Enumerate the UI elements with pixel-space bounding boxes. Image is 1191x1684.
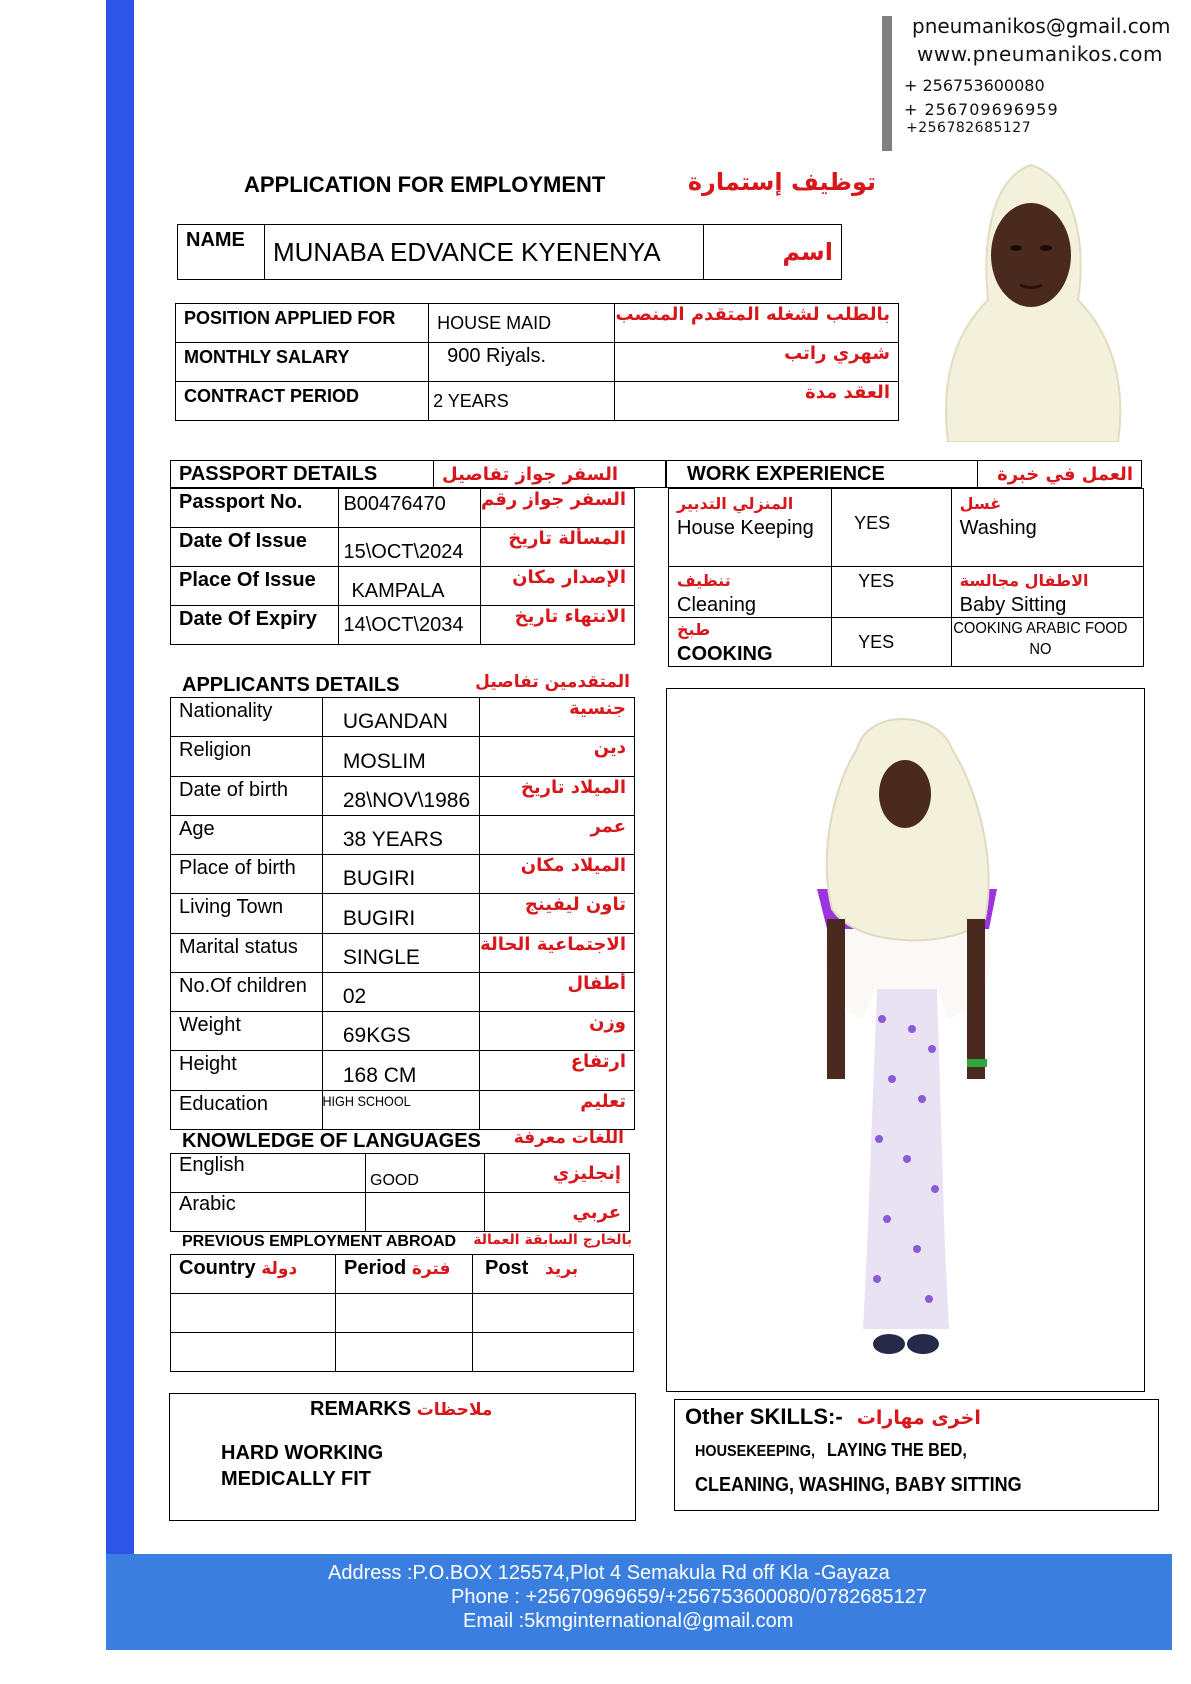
remarks-label: REMARKS: [310, 1398, 412, 1420]
applicant-field-label: Weight: [171, 1012, 323, 1051]
passport-header-table: [170, 460, 666, 488]
applicant-field-label-ar: وزن: [589, 1012, 626, 1034]
expiry-date-value: 14\OCT\2034: [339, 606, 481, 645]
applicant-field-label-ar: تاون ليفينج: [524, 894, 626, 916]
work-cleaning-yes: YES: [832, 567, 952, 618]
applicant-field-label: Age: [171, 815, 323, 854]
work-header-ar: العمل في خبرة: [997, 463, 1133, 485]
applicant-field-value: BUGIRI: [322, 894, 479, 933]
applicant-row: [171, 815, 635, 854]
left-accent-bar: [106, 0, 134, 1560]
expiry-date-label: Date Of Expiry: [171, 606, 339, 645]
work-arabic-food-cell: [951, 618, 1128, 667]
issue-date-label: Date Of Issue: [171, 528, 339, 567]
applicant-row: [171, 894, 635, 933]
name-label-ar: اسم: [782, 238, 833, 266]
previous-country-label-ar: دولة: [261, 1259, 298, 1279]
work-cooking-yes: YES: [832, 618, 952, 667]
issue-place-value: KAMPALA: [339, 567, 481, 606]
work-arabic-food-answer: NO: [1029, 641, 1052, 658]
previous-post-cell: [473, 1255, 634, 1294]
name-label: NAME: [178, 225, 265, 280]
applicant-field-label-ar: ارتفاع: [570, 1051, 626, 1073]
footer-email[interactable]: Email :5kmginternational@gmail.com: [463, 1610, 794, 1632]
full-body-photo: [667, 689, 1144, 1391]
work-experience-table: [668, 488, 1144, 667]
skill-laying-bed: LAYING THE BED,: [827, 1440, 967, 1460]
salary-label-ar: شهري راتب: [784, 343, 890, 364]
applicant-field-label: Place of birth: [171, 855, 323, 894]
applicant-header-ar: المتقدمين تفاصيل: [475, 672, 630, 692]
name-table: [177, 224, 842, 280]
languages-header-ar: اللغات معرفة: [513, 1128, 624, 1148]
work-header: WORK EXPERIENCE: [667, 461, 978, 488]
previous-header-ar: بالخارج السابقة العمالة: [473, 1232, 632, 1248]
previous-country-label: Country: [179, 1257, 256, 1279]
work-washing-ar: غسل: [959, 494, 1002, 513]
contact-email[interactable]: pneumanikos@gmail.com: [912, 14, 1171, 38]
previous-row-empty: [171, 1294, 634, 1333]
applicant-field-value: UGANDAN: [322, 698, 479, 737]
applicant-field-label: Height: [171, 1051, 323, 1090]
lang-arabic-label: Arabic: [171, 1193, 366, 1232]
work-cooking-ar: طبخ: [677, 620, 711, 639]
applicant-field-label-ar: عمر: [590, 815, 626, 837]
applicant-field-value: 28\NOV\1986: [322, 776, 479, 815]
previous-period-label-ar: فترة: [411, 1259, 451, 1279]
issue-place-label: Place Of Issue: [171, 567, 339, 606]
work-housekeeping-ar: المنزلي التدبير: [677, 494, 794, 513]
work-housekeeping: House Keeping: [677, 517, 814, 539]
passport-header: PASSPORT DETAILS: [171, 461, 434, 488]
form-title: APPLICATION FOR EMPLOYMENT: [244, 172, 606, 197]
applicant-portrait-photo: [928, 160, 1134, 442]
issue-date-label-ar: المسألة تاريخ: [508, 528, 626, 549]
remarks-label-ar: ملاحظات: [416, 1400, 493, 1420]
previous-period-label: Period: [344, 1257, 407, 1279]
applicant-field-value: 38 YEARS: [322, 815, 479, 854]
lang-arabic-value: [366, 1193, 485, 1232]
remarks-line-2: MEDICALLY FIT: [221, 1468, 372, 1490]
skills-line-2: CLEANING, WASHING, BABY SITTING: [695, 1474, 1022, 1496]
applicant-field-label-ar: الاجتماعية الحالة: [480, 933, 626, 955]
applicant-row: [171, 1012, 635, 1051]
applicant-row: [171, 1051, 635, 1090]
lang-english-label-ar: إنجليزي: [552, 1162, 621, 1184]
previous-header: PREVIOUS EMPLOYMENT ABROAD: [182, 1233, 457, 1250]
work-cooking: COOKING: [677, 643, 773, 665]
applicant-field-value: 69KGS: [322, 1012, 479, 1051]
contact-phone-2: + 256709696959: [904, 100, 1059, 119]
previous-post-label: Post: [485, 1257, 529, 1279]
other-skills-box: [674, 1399, 1159, 1511]
lang-english-value: GOOD: [366, 1154, 485, 1193]
work-washing: Washing: [959, 517, 1037, 539]
skills-line-1: [695, 1440, 967, 1461]
work-babysitting-ar: الاطفال مجالسة: [959, 571, 1089, 590]
work-cooking-cell: [669, 618, 832, 667]
applicant-row: [171, 972, 635, 1011]
work-washing-cell: [951, 489, 1143, 567]
work-header-table: [666, 460, 1142, 488]
applicant-field-value: MOSLIM: [322, 737, 479, 776]
contact-website[interactable]: www.pneumanikos.com: [917, 42, 1164, 66]
applicant-field-label-ar: تعليم: [580, 1090, 626, 1112]
previous-post-label-ar: بريد: [545, 1259, 579, 1279]
passport-no-label: Passport No.: [171, 489, 339, 528]
applicant-field-value: 168 CM: [322, 1051, 479, 1090]
skills-label-row: [685, 1404, 981, 1430]
passport-no-label-ar: السفر جواز رقم: [481, 489, 626, 510]
footer-bar: [106, 1554, 1172, 1650]
remarks-label-row: [310, 1398, 492, 1421]
previous-country-cell: [171, 1255, 336, 1294]
applicant-field-label: Education: [171, 1090, 323, 1129]
previous-employment-table: [170, 1254, 634, 1372]
applicant-field-value: BUGIRI: [322, 855, 479, 894]
work-cleaning-cell: [669, 567, 832, 618]
skill-housekeeping: HOUSEKEEPING,: [695, 1443, 816, 1460]
applicant-field-label: Religion: [171, 737, 323, 776]
full-body-photo-frame: [666, 688, 1145, 1392]
applicant-field-label: Nationality: [171, 698, 323, 737]
applicant-header: APPLICANTS DETAILS: [182, 674, 400, 696]
remarks-box: [169, 1393, 636, 1521]
applicant-row: [171, 776, 635, 815]
applicant-field-label: Living Town: [171, 894, 323, 933]
applicant-row: [171, 1090, 635, 1129]
work-cleaning: Cleaning: [677, 594, 756, 616]
salary-label: MONTHLY SALARY: [176, 343, 429, 382]
applicant-field-label-ar: جنسية: [569, 698, 626, 719]
applicant-field-label-ar: دين: [593, 737, 626, 759]
skills-label-ar: اخرى مهارات: [856, 1407, 981, 1429]
contact-divider: [882, 16, 892, 151]
work-housekeeping-yes: YES: [832, 489, 952, 567]
applicant-row: [171, 933, 635, 972]
work-housekeeping-cell: [669, 489, 832, 567]
position-label-ar: بالطلب لشغله المتقدم المنصب: [615, 304, 890, 325]
contract-label: CONTRACT PERIOD: [176, 382, 429, 421]
form-title-ar: توظيف إستمارة: [687, 168, 876, 196]
applicant-field-label: No.Of children: [171, 972, 323, 1011]
work-babysitting: Baby Sitting: [959, 594, 1067, 616]
contact-phone-1: + 256753600080: [904, 76, 1045, 95]
passport-table: [170, 488, 635, 645]
footer-phone: Phone : +25670969659/+256753600080/0782685127: [451, 1586, 928, 1608]
previous-period-cell: [336, 1255, 473, 1294]
applicant-field-value: SINGLE: [322, 933, 479, 972]
applicant-field-label-ar: الميلاد مكان: [520, 855, 626, 877]
applicant-field-label-ar: أطفال: [567, 972, 626, 994]
lang-english-label: English: [171, 1154, 366, 1193]
contract-value: 2 YEARS: [429, 382, 615, 421]
applicant-field-label: Date of birth: [171, 776, 323, 815]
applicant-field-value: HIGH SCHOOL: [322, 1090, 464, 1129]
applicant-details-table: [170, 697, 635, 1130]
passport-no-value: B00476470: [339, 489, 481, 528]
expiry-date-label-ar: الانتهاء تاريخ: [514, 606, 626, 627]
passport-header-ar: السفر جواز تفاصيل: [442, 463, 619, 485]
position-label: POSITION APPLIED FOR: [176, 304, 429, 343]
name-value: MUNABA EDVANCE KYENENYA: [265, 225, 704, 280]
remarks-line-1: HARD WORKING: [221, 1442, 384, 1464]
contact-phone-3: +256782685127: [906, 120, 1032, 136]
applicant-row: [171, 698, 635, 737]
job-details-table: [175, 303, 899, 421]
salary-value: 900 Riyals.: [429, 343, 615, 382]
work-babysitting-cell: [951, 567, 1143, 618]
work-cleaning-ar: تنظيف: [677, 571, 731, 590]
applicant-field-value: 02: [322, 972, 479, 1011]
applicant-field-label-ar: الميلاد تاريخ: [520, 776, 626, 798]
contract-label-ar: العقد مدة: [805, 382, 890, 403]
applicant-row: [171, 855, 635, 894]
applicant-row: [171, 737, 635, 776]
languages-header: KNOWLEDGE OF LANGUAGES: [182, 1130, 481, 1152]
skills-label: Other SKILLS:-: [685, 1404, 843, 1429]
lang-arabic-label-ar: عربي: [572, 1201, 621, 1223]
work-arabic-food: COOKING ARABIC FOOD: [953, 620, 1128, 637]
footer-address: Address :P.O.BOX 125574,Plot 4 Semakula Rd off Kla -Gayaza: [328, 1562, 890, 1584]
position-value: HOUSE MAID: [429, 304, 615, 343]
languages-table: [170, 1153, 630, 1232]
issue-place-label-ar: الإصدار مكان: [512, 567, 626, 588]
previous-row-empty: [171, 1333, 634, 1372]
applicant-field-label: Marital status: [171, 933, 323, 972]
issue-date-value: 15\OCT\2024: [339, 528, 481, 567]
